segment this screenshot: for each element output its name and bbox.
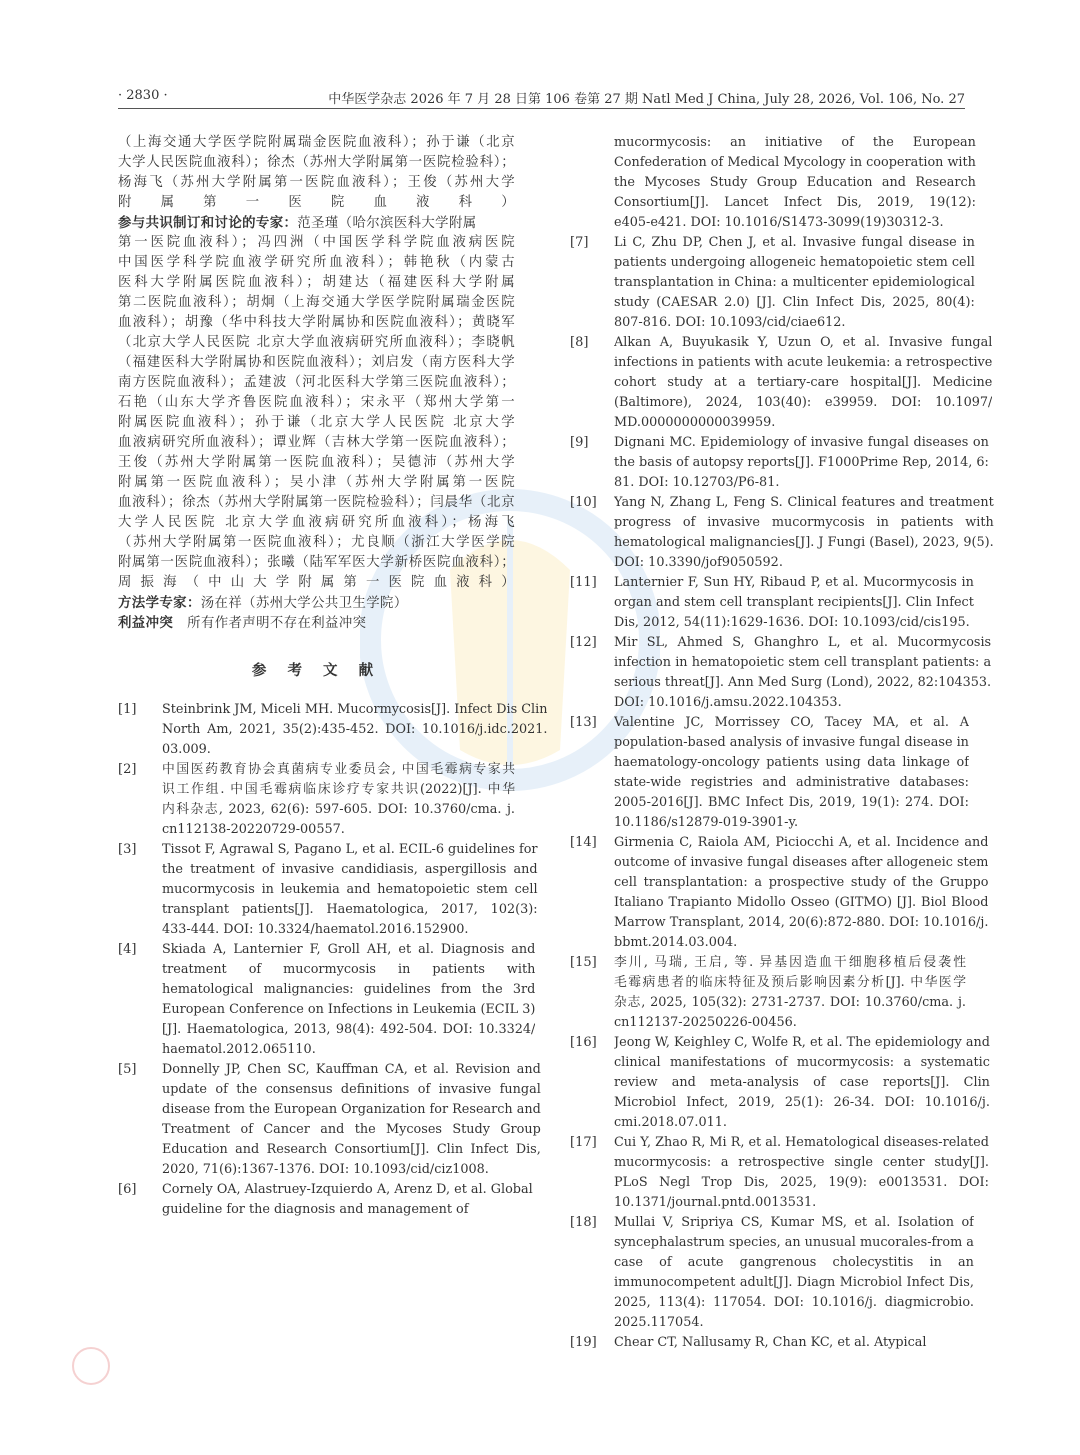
reference-text-line: Italiano Trapianto Midollo Osseo (GITMO) [J]. Biol Blood (614, 895, 989, 910)
reference-number: [8] (570, 335, 589, 350)
reference-text-line: patients undergoing allogeneic hematopoietic stem cell (614, 255, 975, 270)
body-text-line: 杨海飞（苏州大学附属第一医院血液科）；王俊（苏州大学 (118, 175, 515, 190)
references-title: 参 考 文 献 (251, 662, 382, 679)
reference-text-line: Steinbrink JM, Miceli MH. Mucormycosis[J]. Infect Dis Clin (162, 702, 548, 717)
reference-text-line: Education and Research Consortium[J]. Clin Infect Dis, (162, 1142, 541, 1157)
reference-text-line: 2020, 71(6):1367-1376. DOI: 10.1093/cid/ciz1008. (162, 1162, 489, 1177)
reference-item (118, 940, 536, 1060)
conflict-line: 利益冲突 所有作者声明不存在利益冲突 (118, 615, 367, 631)
reference-text-line: 中国医药教育协会真菌病专业委员会, 中国毛霉病专家共 (162, 762, 515, 777)
reference-text-line: cell transplantation: a prospective study of the Gruppo (614, 875, 989, 890)
reference-item (570, 233, 975, 333)
experts-text-line: 第二医院血液科）；胡炯（上海交通大学医学院附属瑞金医院 (118, 295, 515, 310)
reference-text-line: 10.1186/s12879-019-3901-y. (614, 815, 799, 830)
reference-text-line: Consortium[J]. Lancet Infect Dis, 2019, 19(12): (614, 195, 976, 210)
reference-item (570, 953, 966, 1033)
reference-text-line: Cornely OA, Alastruey-Izquierdo A, Arenz D, et al. Global (162, 1182, 533, 1197)
reference-text-line: 2025.117054. (614, 1315, 704, 1330)
left-column (118, 133, 548, 1220)
experts-text-line: 南方医院血液科）；孟建波（河北医科大学第三医院血液科）； (118, 375, 515, 390)
experts-label: 参与共识制订和讨论的专家： (118, 215, 298, 231)
reference-text-line: 433-444. DOI: 10.3324/haematol.2016.152900. (162, 922, 469, 937)
reference-text-line: Chear CT, Nallusamy R, Chan KC, et al. Atypical (614, 1335, 927, 1350)
reference-text-line: state-wide registries and administrative databases: (614, 775, 969, 790)
references-list-right (570, 133, 994, 1353)
reference-item (570, 1033, 990, 1133)
experts-text-line: 医科大学附属医院血液科）；胡建达（福建医科大学附属 (118, 275, 515, 290)
reference-text-line: cmi.2018.07.011. (614, 1115, 727, 1130)
reference-text-line: Mir SL, Ahmed S, Ghanghro L, et al. Mucormycosis (614, 635, 992, 650)
reference-text-line: PLoS Negl Trop Dis, 2025, 19(9): e0013531. DOI: (614, 1175, 989, 1190)
reference-text-line: 杂志, 2025, 105(32): 2731-2737. DOI: 10.3760/cma. j. (614, 995, 966, 1010)
experts-text-line: 血液科）；徐杰（苏州大学附属第一医院检验科）；闫晨华（北京 (118, 495, 515, 510)
reference-number: [10] (570, 495, 597, 510)
reference-text-line: Alkan A, Buyukasik Y, Uzun O, et al. Invasive fungal (614, 335, 993, 350)
reference-text-line: treatment of mucormycosis in patients with (162, 962, 536, 977)
reference-text-line: Marrow Transplant, 2014, 20(6):872-880. DOI: 10.1016/j. (614, 915, 989, 930)
reference-text-line: mucormycosis: an initiative of the European (614, 135, 976, 150)
reference-text-line: hematological malignancies[J]. J Fungi (Basel), 2023, 9(5). (614, 535, 994, 550)
reference-text-line: Confederation of Medical Mycology in cooperation with (614, 155, 976, 170)
reference-item (570, 1333, 966, 1353)
body-text-line: 附属第一医院血液科） (118, 195, 515, 210)
reference-text-line: Valentine JC, Morrissey CO, Tacey MA, et al. A (614, 715, 969, 730)
reference-item (570, 133, 976, 233)
experts-text-line: 王俊（苏州大学附属第一医院血液科）；吴德沛（苏州大学 (118, 455, 515, 470)
reference-text-line: population-based analysis of invasive fungal disease in (614, 735, 969, 750)
reference-text-line: outcome of invasive fungal diseases after allogeneic stem (614, 855, 989, 870)
reference-text-line: the treatment of invasive candidiasis, aspergillosis and (162, 862, 538, 877)
reference-item (118, 840, 538, 940)
journal-citation: 中华医学杂志 2026 年 7 月 28 日第 106 卷第 27 期 Natl Med J China, July 28, 2026, Vol. 106, No. 27 (328, 92, 965, 107)
publisher-logo (72, 1346, 472, 1386)
reference-text-line: Tissot F, Agrawal S, Pagano L, et al. ECIL-6 guidelines for (162, 842, 538, 857)
body-text-line: 大学人民医院血液科）；徐杰（苏州大学附属第一医院检验科）； (118, 155, 515, 170)
reference-number: [15] (570, 955, 597, 970)
reference-number: [16] (570, 1035, 597, 1050)
reference-text-line: Microbiol Infect, 2019, 25(1): 26-34. DOI: 10.1016/j. (614, 1095, 990, 1110)
reference-number: [13] (570, 715, 597, 730)
reference-text-line: Cui Y, Zhao R, Mi R, et al. Hematological diseases-related (614, 1135, 989, 1150)
reference-number: [5] (118, 1062, 137, 1077)
reference-text-line: MD.0000000000039959. (614, 415, 776, 430)
reference-text-line: Mullai V, Sripriya CS, Kumar MS, et al. Isolation of (614, 1215, 974, 1230)
reference-text-line: 2005-2016[J]. BMC Infect Dis, 2019, 19(1): 274. DOI: (614, 795, 969, 810)
reference-text-line: syncephalastrum species, an unusual mucorales-from a (614, 1235, 974, 1250)
reference-text-line: immunocompetent adult[J]. Diagn Microbiol Infect Dis, (614, 1275, 974, 1290)
reference-text-line: study (CAESAR 2.0) [J]. Clin Infect Dis, 2025, 80(4): (614, 295, 975, 310)
reference-text-line: 李川, 马瑞, 王启, 等. 异基因造血干细胞移植后侵袭性 (614, 955, 966, 970)
reference-text-line: 识工作组. 中国毛霉病临床诊疗专家共识(2022)[J]. 中华 (162, 782, 515, 797)
reference-item (118, 700, 548, 760)
reference-text-line: Skiada A, Lanternier F, Groll AH, et al. Diagnosis and (162, 942, 536, 957)
page-header (118, 86, 965, 109)
reference-text-line: the Mycoses Study Group Education and Research (614, 175, 976, 190)
right-column (570, 133, 994, 1353)
reference-number (570, 133, 614, 233)
reference-text-line: disease from the European Organization for Research and (162, 1102, 541, 1117)
reference-item (570, 333, 993, 433)
reference-text-line: cn112137-20250226-00456. (614, 1015, 797, 1030)
reference-text-line: the basis of autopsy reports[J]. F1000Prime Rep, 2014, 6: (614, 455, 989, 470)
reference-item (570, 633, 992, 713)
reference-number: [11] (570, 575, 597, 590)
reference-text-line: clinical manifestations of mucormycosis: a systematic (614, 1055, 990, 1070)
experts-text-line: 附属第一医院血液科）；张曦（陆军军医大学新桥医院血液科）； (118, 555, 515, 570)
reference-text-line: mucormycosis in leukemia and hematopoietic stem cell (162, 882, 538, 897)
method-expert-line: 方法学专家：汤在祥（苏州大学公共卫生学院） (118, 595, 408, 611)
reference-item (570, 1133, 989, 1213)
reference-text-line: Lanternier F, Sun HY, Ribaud P, et al. Mucormycosis in (614, 575, 974, 590)
reference-text-line: haematology-oncology patients using data linkage of (614, 755, 969, 770)
publisher-seal-icon (72, 1347, 110, 1385)
experts-text-line: （苏州大学附属第一医院血液科）；尤良顺（浙江大学医学院 (118, 535, 515, 550)
reference-number: [19] (570, 1335, 597, 1350)
reference-text-line: North Am, 2021, 35(2):435-452. DOI: 10.1016/j.idc.2021. (162, 722, 548, 737)
experts-text-line: 中国医学科学院血液学研究所血液科）；韩艳秋（内蒙古 (118, 255, 515, 270)
reference-text-line: infection in hematopoietic stem cell transplant patients: a (614, 655, 992, 670)
body-text-line: （上海交通大学医学院附属瑞金医院血液科）；孙于谦（北京 (118, 135, 515, 150)
reference-number: [17] (570, 1135, 597, 1150)
reference-text-line: Donnelly JP, Chen SC, Kauffman CA, et al. Revision and (162, 1062, 541, 1077)
experts-text-line: 周振海（中山大学附属第一医院血液科） (118, 575, 515, 590)
reference-number: [2] (118, 762, 137, 777)
reference-text-line: European Conference on Infections in Leukemia (ECIL 3) (162, 1002, 536, 1017)
experts-text-line: 第一医院血液科）；冯四洲（中国医学科学院血液病医院 (118, 235, 515, 250)
reference-item (570, 1213, 974, 1333)
reference-item (118, 1180, 533, 1220)
reference-item (118, 760, 515, 840)
reference-text-line: DOI: 10.1016/j.amsu.2022.104353. (614, 695, 842, 710)
reference-text-line: review and meta-analysis of case reports[J]. Clin (614, 1075, 990, 1090)
reference-text-line: Jeong W, Keighley C, Wolfe R, et al. The epidemiology and (614, 1035, 990, 1050)
reference-number: [7] (570, 235, 589, 250)
reference-item (570, 833, 989, 953)
reference-text-line: cn112138-20220729-00557. (162, 822, 345, 837)
reference-text-line: transplant patients[J]. Haematologica, 2017, 102(3): (162, 902, 538, 917)
reference-text-line: Treatment of Cancer and the Mycoses Study Group (162, 1122, 541, 1137)
reference-text-line: 毛霉病患者的临床特征及预后影响因素分析[J]. 中华医学 (614, 975, 966, 990)
reference-number: [6] (118, 1182, 137, 1197)
reference-text-line: e405-e421. DOI: 10.1016/S1473-3099(19)30312-3. (614, 215, 944, 230)
reference-item (570, 493, 994, 573)
reference-text-line: hematological malignancies: guidelines from the 3rd (162, 982, 536, 997)
experts-text-line: 大学人民医院 北京大学血液病研究所血液科）；杨海飞 (118, 515, 515, 530)
experts-text-line: 附属医院血液科）；孙于谦（北京大学人民医院 北京大学 (118, 415, 515, 430)
experts-text-line: 血液科）；胡豫（华中科技大学附属协和医院血液科）；黄晓军 (118, 315, 515, 330)
reference-number: [4] (118, 942, 137, 957)
reference-text-line: Li C, Zhu DP, Chen J, et al. Invasive fungal disease in (614, 235, 975, 250)
reference-text-line: Yang N, Zhang L, Feng S. Clinical features and treatment (614, 495, 994, 510)
conflict-label: 利益冲突 (118, 615, 174, 631)
reference-text-line: [J]. Haematologica, 2013, 98(4): 492-504. DOI: 10.3324/ (162, 1022, 536, 1037)
reference-text-line: DOI: 10.3390/jof9050592. (614, 555, 783, 570)
experts-text-line: （北京大学人民医院 北京大学血液病研究所血液科）；李晓帆 (118, 335, 515, 350)
method-label: 方法学专家： (118, 595, 201, 611)
reference-text-line: haematol.2012.065110. (162, 1042, 316, 1057)
references-list-left (118, 700, 548, 1220)
reference-number: [18] (570, 1215, 597, 1230)
reference-number: [14] (570, 835, 597, 850)
reference-text-line: 10.1371/journal.pntd.0013531. (614, 1195, 817, 1210)
reference-text-line: update of the consensus definitions of invasive fungal (162, 1082, 541, 1097)
reference-text-line: bbmt.2014.03.004. (614, 935, 738, 950)
reference-text-line: 807-816. DOI: 10.1093/cid/ciae612. (614, 315, 846, 330)
reference-text-line: (Baltimore), 2024, 103(40): e39959. DOI: 10.1097/ (614, 395, 993, 410)
reference-text-line: 03.009. (162, 742, 211, 757)
reference-text-line: Girmenia C, Raiola AM, Piciocchi A, et al. Incidence and (614, 835, 989, 850)
reference-text-line: case of acute gangrenous cholecystitis in an (614, 1255, 974, 1270)
reference-text-line: Dis, 2012, 54(11):1629-1636. DOI: 10.1093/cid/cis195. (614, 615, 970, 630)
page-number: · 2830 · (118, 88, 168, 103)
reference-text-line: progress of invasive mucormycosis in patients with (614, 515, 994, 530)
reference-item (118, 1060, 541, 1180)
reference-text-line: infections in patients with acute leukemia: a retrospective (614, 355, 993, 370)
experts-text-line: （福建医科大学附属协和医院血液科）；刘启发（南方医科大学 (118, 355, 515, 370)
experts-text-line: 附属第一医院血液科）；吴小津（苏州大学附属第一医院 (118, 475, 515, 490)
reference-text-line: mucormycosis: a retrospective single center study[J]. (614, 1155, 989, 1170)
reference-item (570, 433, 989, 493)
reference-text-line: serious threat[J]. Ann Med Surg (Lond), 2022, 82:104353. (614, 675, 992, 690)
reference-item (570, 573, 974, 633)
reference-text-line: Dignani MC. Epidemiology of invasive fungal diseases on (614, 435, 989, 450)
experts-text-line: 石艳（山东大学齐鲁医院血液科）；宋永平（郑州大学第一 (118, 395, 515, 410)
reference-number: [1] (118, 702, 137, 717)
experts-first-line: 参与共识制订和讨论的专家：范圣瑾（哈尔滨医科大学附属 (118, 215, 477, 231)
reference-text-line: transplantation in China: a multicenter epidemiological (614, 275, 975, 290)
reference-text-line: guideline for the diagnosis and management of (162, 1202, 469, 1217)
reference-text-line: organ and stem cell transplant recipients[J]. Clin Infect (614, 595, 974, 610)
reference-text-line: 81. DOI: 10.12703/P6-81. (614, 475, 780, 490)
reference-text-line: 2025, 113(4): 117054. DOI: 10.1016/j. diagmicrobio. (614, 1295, 974, 1310)
reference-number: [9] (570, 435, 589, 450)
reference-number: [3] (118, 842, 137, 857)
experts-text-line: 血液病研究所血液科）；谭业辉（吉林大学第一医院血液科）； (118, 435, 515, 450)
reference-text-line: cohort study at a tertiary-care hospital[J]. Medicine (614, 375, 993, 390)
reference-item (570, 713, 969, 833)
reference-number: [12] (570, 635, 597, 650)
reference-text-line: 内科杂志, 2023, 62(6): 597-605. DOI: 10.3760/cma. j. (162, 802, 515, 817)
